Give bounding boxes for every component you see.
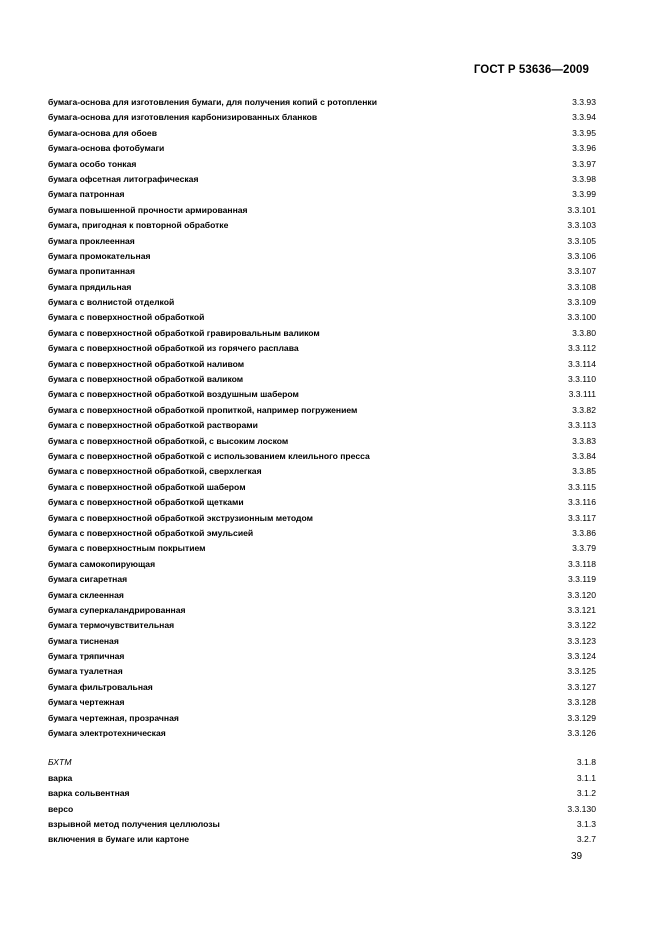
index-term: бумага с волнистой отделкой (48, 297, 175, 308)
index-reference: 3.3.86 (572, 527, 596, 538)
index-entry (48, 264, 596, 279)
index-reference: 3.3.118 (567, 558, 596, 569)
index-term: бумага с поверхностной обработкой экструзионным методом (48, 512, 313, 523)
index-term: бумага с поверхностной обработкой эмульсией (48, 527, 254, 538)
index-entry (48, 403, 596, 418)
index-term: бумага с поверхностной обработкой с использованием клеильного пресса (48, 450, 370, 461)
index-reference: 3.3.82 (572, 404, 596, 415)
index-entry (48, 418, 596, 433)
index-entry (48, 603, 596, 618)
index-reference: 3.3.97 (572, 158, 596, 169)
index-entry (48, 126, 596, 141)
index-group-1 (48, 95, 596, 741)
document-standard-header: ГОСТ Р 53636—2009 (473, 64, 589, 76)
index-term: варка сольвентная (48, 788, 130, 799)
index-entry (48, 634, 596, 649)
index-reference: 3.3.115 (567, 481, 596, 492)
index-term: бумага с поверхностной обработкой растворами (48, 420, 258, 431)
index-entry (48, 572, 596, 587)
index-entry (48, 203, 596, 218)
index-reference: 3.3.114 (567, 358, 596, 369)
index-term: бумага пропитанная (48, 266, 135, 277)
index-entry (48, 786, 596, 801)
index-reference: 3.3.79 (572, 543, 596, 554)
index-reference: 3.3.103 (567, 220, 596, 231)
index-entry (48, 464, 596, 479)
index-reference: 3.3.93 (572, 97, 596, 107)
index-term: варка (48, 772, 73, 783)
index-term: бумага особо тонкая (48, 158, 137, 169)
index-term: бумага тисненая (48, 635, 119, 646)
index-reference: 3.1.8 (576, 757, 596, 768)
index-entry (48, 495, 596, 510)
index-term: бумага-основа для изготовления карбонизированных бланков (48, 112, 318, 123)
index-term: бумага проклеенная (48, 235, 135, 246)
index-reference: 3.3.130 (567, 803, 596, 814)
index-entry (48, 695, 596, 710)
index-term: бумага-основа для изготовления бумаги, для получения копий с ротопленки (48, 97, 377, 107)
index-reference: 3.3.121 (567, 604, 596, 615)
index-term: БХТМ (48, 757, 72, 768)
index-reference: 3.3.129 (567, 712, 596, 723)
index-term: бумага, пригодная к повторной обработке (48, 220, 229, 231)
index-entry (48, 711, 596, 726)
index-reference: 3.3.101 (567, 204, 596, 215)
index-entry (48, 557, 596, 572)
index-term: бумага с поверхностной обработкой гравировальным валиком (48, 327, 320, 338)
index-term: включения в бумаге или картоне (48, 834, 190, 845)
index-term: бумага с поверхностной обработкой пропиткой, например погружением (48, 404, 358, 415)
index-entry (48, 771, 596, 786)
index-reference: 3.3.96 (572, 143, 596, 154)
index-reference: 3.3.123 (567, 635, 596, 646)
index-entry (48, 449, 596, 464)
index-term: версо (48, 803, 74, 814)
index-entry (48, 832, 596, 847)
index-entry (48, 541, 596, 556)
index-term: бумага повышенной прочности армированная (48, 204, 248, 215)
index-term: бумага с поверхностной обработкой валиком (48, 374, 244, 385)
index-reference: 3.3.94 (572, 112, 596, 123)
index-reference: 3.3.95 (572, 127, 596, 138)
index-reference: 3.3.113 (567, 420, 596, 431)
index-entry (48, 726, 596, 741)
index-reference: 3.3.100 (567, 312, 596, 323)
index-entry (48, 172, 596, 187)
page-number: 39 (571, 851, 583, 862)
index-reference: 3.3.124 (567, 651, 596, 662)
index-entry (48, 664, 596, 679)
index-reference: 3.3.112 (567, 343, 596, 354)
index-reference: 3.3.84 (572, 450, 596, 461)
index-entry (48, 341, 596, 356)
index-term: бумага-основа фотобумаги (48, 143, 165, 154)
index-entry (48, 157, 596, 172)
index-term: бумага фильтровальная (48, 681, 153, 692)
index-reference: 3.3.122 (567, 620, 596, 631)
index-entry (48, 187, 596, 202)
index-term: бумага тряпичная (48, 651, 125, 662)
index-entry (48, 755, 596, 770)
index-entry (48, 680, 596, 695)
index-entry (48, 326, 596, 341)
index-entry (48, 618, 596, 633)
index-reference: 3.3.128 (567, 697, 596, 708)
index-term: бумага патронная (48, 189, 125, 200)
index-entry (48, 649, 596, 664)
index-reference: 3.3.98 (572, 173, 596, 184)
index-entry (48, 310, 596, 325)
index-term: бумага с поверхностной обработкой шабером (48, 481, 246, 492)
index-term: бумага термочувствительная (48, 620, 175, 631)
index-term: бумага с поверхностной обработкой щетками (48, 497, 244, 508)
index-reference: 3.3.109 (567, 297, 596, 308)
index-term: бумага с поверхностной обработкой воздушным шабером (48, 389, 299, 400)
index-entry (48, 95, 596, 110)
index-term: бумага с поверхностной обработкой наливом (48, 358, 245, 369)
index-entry (48, 295, 596, 310)
index-reference: 3.3.126 (567, 728, 596, 739)
index-group-2 (48, 755, 596, 847)
index-entry (48, 387, 596, 402)
index-reference: 3.3.117 (567, 512, 596, 523)
index-entry (48, 480, 596, 495)
index-reference: 3.3.83 (572, 435, 596, 446)
index-term: бумага чертежная, прозрачная (48, 712, 179, 723)
group-spacer (48, 741, 596, 755)
index-term: бумага-основа для обоев (48, 127, 157, 138)
index-reference: 3.3.111 (568, 389, 596, 400)
index-reference: 3.3.80 (572, 327, 596, 338)
index-reference: 3.1.3 (576, 818, 596, 829)
index-reference: 3.3.85 (572, 466, 596, 477)
index-entry (48, 141, 596, 156)
index-term: бумага с поверхностной обработкой, сверхлегкая (48, 466, 262, 477)
index-reference: 3.3.127 (567, 681, 596, 692)
index-term: бумага самокопирующая (48, 558, 156, 569)
alphabetical-index (48, 95, 596, 848)
index-entry (48, 372, 596, 387)
index-entry (48, 218, 596, 233)
index-entry (48, 817, 596, 832)
index-reference: 3.3.108 (567, 281, 596, 292)
index-entry (48, 434, 596, 449)
index-term: бумага с поверхностным покрытием (48, 543, 206, 554)
index-term: бумага офсетная литографическая (48, 173, 199, 184)
index-term: бумага с поверхностной обработкой из горячего расплава (48, 343, 299, 354)
index-reference: 3.3.99 (572, 189, 596, 200)
index-entry (48, 249, 596, 264)
index-term: бумага суперкаландрированная (48, 604, 186, 615)
index-term: бумага туалетная (48, 666, 123, 677)
index-term: бумага электротехническая (48, 728, 166, 739)
index-term: бумага прядильная (48, 281, 132, 292)
index-term: бумага склеенная (48, 589, 124, 600)
index-entry (48, 802, 596, 817)
index-reference: 3.3.119 (567, 574, 596, 585)
index-reference: 3.3.110 (567, 374, 596, 385)
index-reference: 3.3.120 (567, 589, 596, 600)
index-entry (48, 357, 596, 372)
index-entry (48, 110, 596, 125)
index-reference: 3.3.125 (567, 666, 596, 677)
index-reference: 3.3.107 (567, 266, 596, 277)
index-reference: 3.3.106 (567, 250, 596, 261)
index-entry (48, 588, 596, 603)
index-reference: 3.1.1 (576, 772, 596, 783)
index-entry (48, 511, 596, 526)
index-entry (48, 234, 596, 249)
index-term: бумага промокательная (48, 250, 151, 261)
index-entry (48, 526, 596, 541)
index-reference: 3.2.7 (576, 834, 596, 845)
index-reference: 3.1.2 (576, 788, 596, 799)
index-term: бумага с поверхностной обработкой (48, 312, 205, 323)
index-term: бумага сигаретная (48, 574, 128, 585)
index-term: бумага чертежная (48, 697, 125, 708)
index-reference: 3.3.116 (567, 497, 596, 508)
index-reference: 3.3.105 (567, 235, 596, 246)
index-term: бумага с поверхностной обработкой, с высоким лоском (48, 435, 289, 446)
index-entry (48, 280, 596, 295)
index-term: взрывной метод получения целлюлозы (48, 818, 220, 829)
